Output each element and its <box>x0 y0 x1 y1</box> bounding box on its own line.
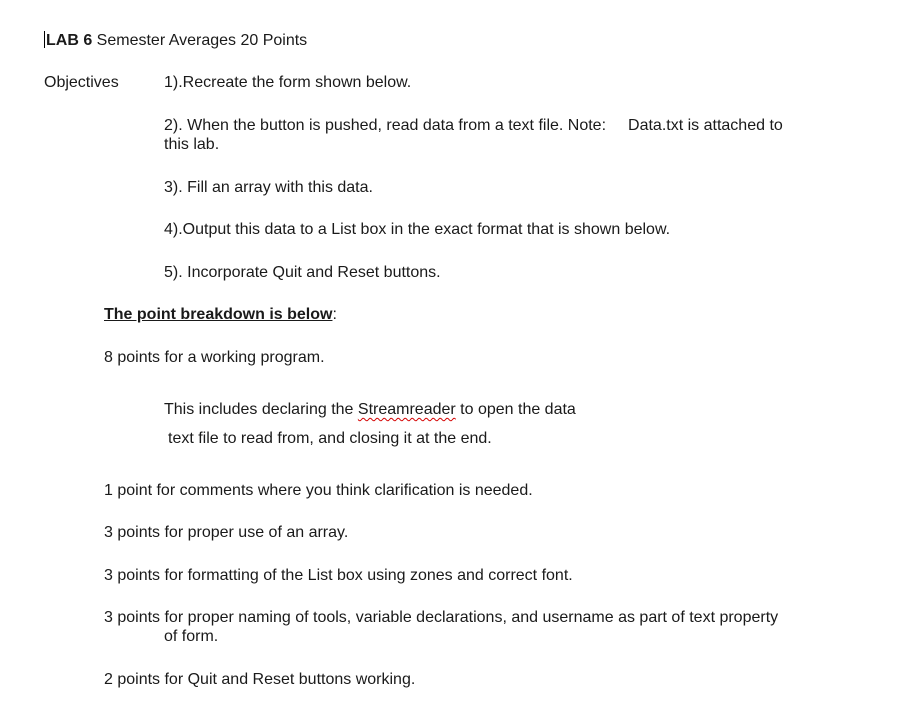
text-cursor <box>44 31 45 48</box>
breakdown-item-comments: 1 point for comments where you think clarification is needed. <box>104 482 533 499</box>
breakdown-item-working-program: 8 points for a working program. <box>104 349 325 366</box>
page-title <box>44 31 307 50</box>
breakdown-item-formatting: 3 points for formatting of the List box using zones and correct font. <box>104 567 573 584</box>
objective-item-3: 3). Fill an array with this data. <box>164 179 373 196</box>
breakdown-heading-text: The point breakdown is below <box>104 306 333 323</box>
detail-text-post: to open the data <box>455 401 576 418</box>
breakdown-item-array: 3 points for proper use of an array. <box>104 524 349 541</box>
objective-item-2-continued: this lab. <box>164 136 220 153</box>
breakdown-item-buttons: 2 points for Quit and Reset buttons working. <box>104 671 416 688</box>
objective-item-5: 5). Incorporate Quit and Reset buttons. <box>164 264 441 281</box>
objective-item-2 <box>164 116 783 135</box>
objectives-label: Objectives <box>44 74 119 91</box>
title-lab-number: LAB 6 <box>46 32 93 49</box>
breakdown-item-naming: 3 points for proper naming of tools, variable declarations, and username as part of text property <box>104 609 779 626</box>
objective-item-1: 1).Recreate the form shown below. <box>164 74 412 91</box>
breakdown-heading-colon: : <box>332 306 337 323</box>
detail-text-pre: This includes declaring the <box>164 401 358 418</box>
title-text: Semester Averages 20 Points <box>92 32 308 49</box>
spellcheck-word: Streamreader <box>357 401 456 418</box>
objective-item-4: 4).Output this data to a List box in the exact format that is shown below. <box>164 221 671 238</box>
breakdown-item-working-program-detail-2: text file to read from, and closing it at the end. <box>168 430 492 447</box>
breakdown-item-naming-continued: of form. <box>164 628 219 645</box>
objective-item-2-text: 2). When the button is pushed, read data from a text file. Note: <box>164 117 607 134</box>
breakdown-item-working-program-detail <box>164 400 576 419</box>
objective-item-2-note: Data.txt is attached to <box>628 117 783 134</box>
breakdown-heading <box>104 305 337 324</box>
